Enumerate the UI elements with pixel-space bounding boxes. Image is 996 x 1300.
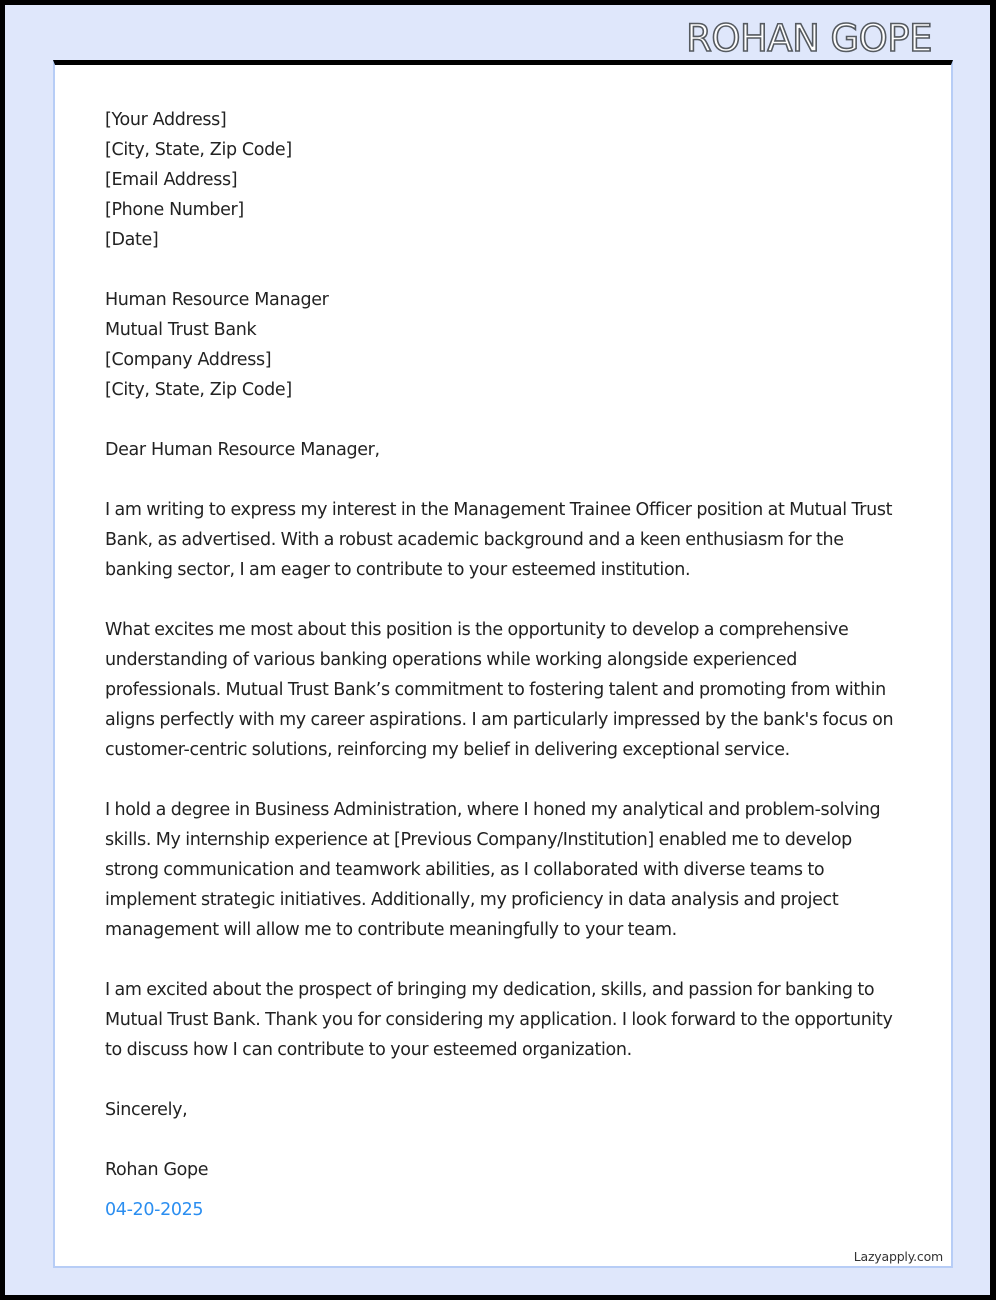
- letter-date: 04-20-2025: [105, 1200, 204, 1220]
- spacer: [105, 465, 905, 495]
- recipient-title: Human Resource Manager: [105, 290, 329, 310]
- sender-address: [Your Address]: [105, 110, 227, 130]
- body-paragraph-2: What excites me most about this position is the opportunity to develop a comprehensive understanding of various banking operations while working alongside experienced professionals. Mutual Trust Bank’s commitment to fostering talent and promoting from within aligns perfectly with my career aspirations. I am particularly impressed by the bank's focus on customer-centric solutions, reinforcing my belief in delivering exceptional service.: [105, 620, 894, 760]
- cover-letter: [105, 105, 905, 1225]
- recipient-city-state-zip: [City, State, Zip Code]: [105, 380, 292, 400]
- header-name: ROHAN GOPE: [686, 17, 932, 60]
- letter-body: [105, 495, 905, 1065]
- body-paragraph-3: I hold a degree in Business Administration, where I honed my analytical and problem-solving skills. My internship experience at [Previous Company/Institution] enabled me to develop strong communication and teamwork abilities, as I collaborated with diverse teams to implement strategic initiatives. Additionally, my proficiency in data analysis and project management will allow me to contribute meaningfully to your team.: [105, 800, 881, 940]
- body-paragraph-4: I am excited about the prospect of bringing my dedication, skills, and passion for banking to Mutual Trust Bank. Thank you for considering my application. I look forward to the opportunity to discuss how I can contribute to your esteemed organization.: [105, 980, 893, 1060]
- valediction: Sincerely,: [105, 1100, 188, 1120]
- spacer: [105, 405, 905, 435]
- spacer: [105, 255, 905, 285]
- watermark: Lazyapply.com: [853, 1249, 943, 1264]
- sender-email: [Email Address]: [105, 170, 238, 190]
- sender-block: [105, 105, 905, 255]
- recipient-block: [105, 285, 905, 405]
- recipient-address: [Company Address]: [105, 350, 272, 370]
- letter-page: [53, 60, 953, 1268]
- signature-name: Rohan Gope: [105, 1160, 209, 1180]
- sender-city-state-zip: [City, State, Zip Code]: [105, 140, 292, 160]
- sender-date: [Date]: [105, 230, 159, 250]
- sender-phone: [Phone Number]: [105, 200, 244, 220]
- body-paragraph-1: I am writing to express my interest in the Management Trainee Officer position at Mutual Trust Bank, as advertised. With a robust academic background and a keen enthusiasm for the banking sector, I am eager to contribute to your esteemed institution.: [105, 500, 893, 580]
- salutation: Dear Human Resource Manager,: [105, 440, 380, 460]
- spacer: [105, 1125, 905, 1155]
- recipient-company: Mutual Trust Bank: [105, 320, 257, 340]
- document-background: [5, 5, 990, 1295]
